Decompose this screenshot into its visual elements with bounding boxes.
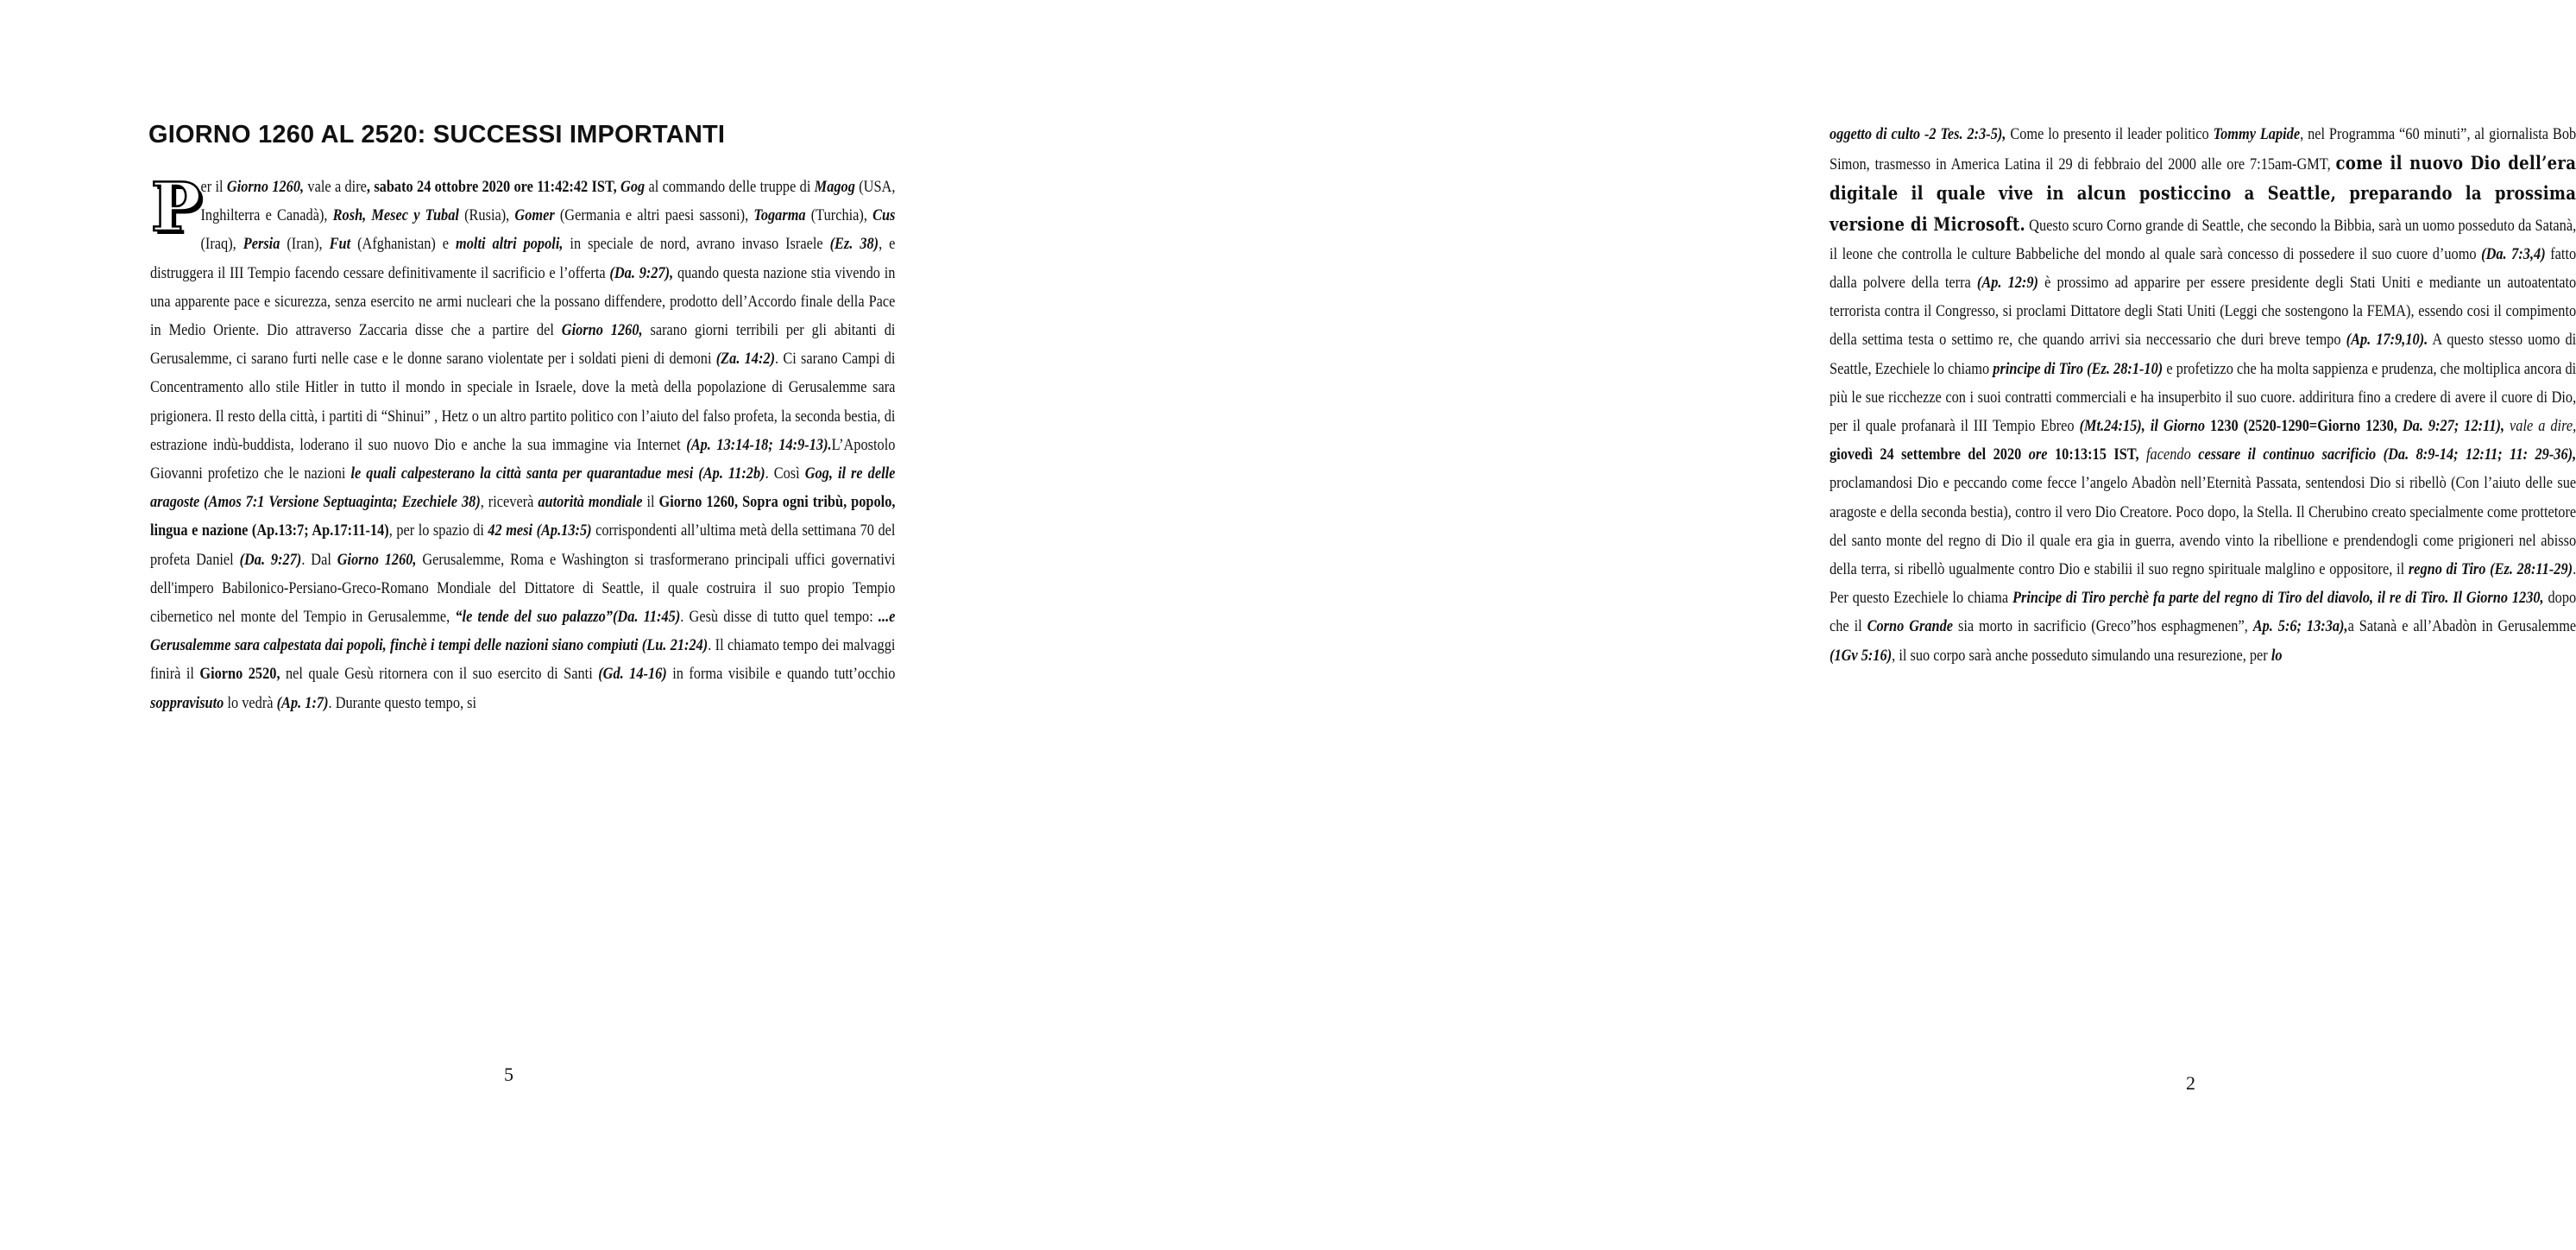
- drop-cap-letter: P: [150, 168, 202, 247]
- right-page-text-run: Questo scuro Corno grande di Seattle, che secondo la Bibbia, sarà un uomo posseduto da Satanà, il leone che controlla le culture Babbeliche del mondo al quale sarà concesso di possedere il suo cuore d’uomo: [1830, 216, 2576, 263]
- left-page-text-run: (Ap. 13:14-18; 14:9-13).: [686, 435, 832, 454]
- right-page-text-run: , nel Programma “60 minuti”, al giornalista Bob Simon, trasmesso in America Latina il 29 di febbraio del 2000 alle ore 7:15am-GMT,: [1830, 125, 2576, 174]
- left-page-text-run: “le tende del suo palazzo”(Da. 11:45): [455, 608, 681, 627]
- left-page-text-run: . Durante questo tempo, si: [328, 693, 477, 712]
- left-page-text-run: , e distruggera il III Tempio facendo cessare definitivamente il sacrificio e l’offerta: [150, 235, 896, 282]
- left-page-text-run: Gog: [620, 178, 646, 196]
- right-page-text-run: A questo stesso uomo di Seattle, Ezechiele lo chiamo: [1830, 331, 2576, 378]
- left-page-text-run: le quali calpesterano la città santa per quarantadue mesi (Ap. 11:2b): [350, 464, 765, 483]
- right-page-text-run: 1230 (2520-1290=Giorno 1230,: [2205, 417, 2403, 436]
- left-page-text-run: Giorno 1260,: [226, 178, 305, 196]
- right-page-text-run: principe di Tiro (Ez. 28:1-10): [1993, 359, 2163, 378]
- left-page-text-run: in forma visibile e quando tutt’occhio: [666, 665, 896, 684]
- right-page-text-run: (Ap. 12:9): [1976, 274, 2038, 293]
- left-page-text-run: quando questa nazione stia vivendo in una apparente pace e sicurezza, senza esercito ne armi nucleari che la possano diffendere, prodotto dell’Accordo finale della Pace in Medio Oriente. Dio attraverso Zaccaria disse che a partire del: [150, 263, 896, 340]
- right-page-text-run: regno di Tiro (Ez. 28:11-29): [2408, 560, 2573, 579]
- left-page-text-run: (USA, Inghilterra e Canadà),: [200, 178, 896, 225]
- left-page-text-run: . Così: [765, 464, 805, 483]
- right-page-text-run: proclamandosi Dio e peccando come fecce l’angelo Abadòn nell’Eternità Passata, sentendosi Dio si ribellò (Con l’aiuto delle sue aragoste e della seconda bestia), contro il vero Dio Creatore. Poco dopo, la Stella. Il Cherubino creato specialmente come prottetore del santo monte del regno di Dio il quale era gia in guerra, avendo vinto la ribellione e prendendogli come prigioneri nel abisso della terra, si ribellò ugualmente contro Dio e stabilii il suo regno spirituale malglino e oppositore, il: [1830, 474, 2576, 579]
- left-page-text-run: 42 mesi (Ap.13:5): [488, 521, 592, 540]
- right-page-text-run: facendo: [2146, 445, 2199, 464]
- right-page-text-run: vale a dire,: [2504, 417, 2576, 436]
- left-page-text-run: er il: [200, 178, 227, 196]
- left-page-text-run: (Da. 9:27): [239, 550, 302, 569]
- right-page-text-run: sia morto in sacrificio (Greco”hos esphagmenen”,: [1953, 617, 2253, 636]
- right-page-text-run: Da. 9:27; 12:11),: [2402, 417, 2505, 436]
- page-number-left: 5: [504, 1064, 513, 1085]
- left-page-text-run: Fut: [329, 235, 351, 254]
- left-page-text-run: ...e Gerusalemme sara calpestata dai popoli, finchè i tempi delle nazioni siano compiuti (Lu. 21:24): [150, 608, 896, 655]
- section-heading: GIORNO 1260 AL 2520: SUCCESSI IMPORTANTI: [148, 121, 726, 148]
- left-page-text-run: (Germania e altri paesi sassoni),: [554, 206, 754, 225]
- left-page-text-run: . Ci sarano Campi di Concentramento allo stile Hitler in tutto il mondo in speciale in Israele, dove la metà della popolazione di Gerusalemme sara prigionera. Il resto della città, i partiti di “Shinui” , Hetz o un altro partito politico con l’aiuto del falso profeta, la seconda bestia, di estrazione indù-buddista, loderano il suo nuovo Dio e anche la sua immagine via Internet: [150, 350, 896, 454]
- right-page-text-run: . Per questo Ezechiele lo chiama: [1830, 560, 2576, 608]
- left-page-text-run: . Il chiamato tempo dei malvaggi finirà il: [150, 636, 896, 684]
- left-page: [0, 0, 896, 1250]
- left-page-text-run: Magog: [814, 178, 855, 196]
- left-paragraph: [150, 168, 896, 712]
- left-page-text-run: in speciale de nord, avrano invaso Israele: [563, 235, 830, 254]
- right-page-text-run: come il nuovo Dio dell’era digitale il quale vive in alcun posticcino a Seattle, preparando la prossima versione di Microsoft.: [1830, 152, 2576, 235]
- right-page-text-run: (Da. 7:3,4): [2481, 244, 2546, 263]
- right-page-text-run: dopo che il: [1830, 589, 2576, 636]
- right-body-text: [1830, 120, 2576, 670]
- right-page-text-run: 10:13:15 IST,: [2047, 445, 2147, 464]
- left-page-text-run: Giorno 1260, Sopra ogni tribù, popolo, lingua e nazione (Ap.13:7; Ap.17:11-14): [150, 493, 896, 540]
- right-page-text-run: oggetto di culto -2 Tes. 2:3-5),: [1830, 125, 2006, 143]
- left-page-text-run: al commando delle truppe di: [645, 178, 815, 196]
- left-page-text-run: (Da. 9:27),: [609, 263, 674, 282]
- left-page-text-run: (Iran),: [280, 235, 330, 254]
- left-page-text-run: , per lo spazio di: [388, 521, 488, 540]
- left-page-text-run: . Gesù disse di tutto quel tempo:: [680, 608, 879, 627]
- right-page-text-run: a Satanà e all’Abadòn in Gerusalemme: [2347, 617, 2576, 636]
- right-page-text-run: giovedì 24 settembre del 2020: [1830, 445, 2029, 464]
- left-page-text-run: (Ez. 38): [829, 235, 879, 254]
- right-page-text-run: e profetizzo che ha molta sappienza e prudenza, che moltiplica ancora di più le sue ricchezze con i suoi contratti commerciali e ha insuperbito il suo cuore. addiritura fino a credere di avere il cuore di Dio, per il quale profanarà il III Tempio Ebreo: [1830, 359, 2576, 436]
- right-page-text-run: fatto dalla polvere della terra: [1830, 244, 2576, 293]
- left-page-text-run: Persia: [242, 235, 280, 254]
- left-page-text-run: autorità mondiale: [538, 493, 643, 512]
- right-page-text-run: Principe di Tiro perchè fa parte del regno di Tiro del diavolo, il re di Tiro. Il Giorno 1230,: [2012, 589, 2544, 608]
- left-page-text-run: corrispondenti all’ultima metà della settimana 70 del profeta Daniel: [150, 521, 896, 569]
- left-page-text-run: nel quale Gesù ritornera con il suo esercito di Santi: [280, 665, 599, 684]
- left-page-text-run: (Za. 14:2): [715, 350, 776, 369]
- left-page-text-run: vale a dire: [304, 178, 367, 196]
- right-page-text-run: è prossimo ad apparire per essere presidente degli Stati Uniti e mediante un autoatentato terrorista contra il Congresso, si proclami Dittatore degli Stati Uniti (Leggi che sostengono la FEMA), essendo cosi il compimento della settima testa o settimo re, che quando arrivi sia neccessario che duri breve tempo: [1830, 274, 2576, 350]
- left-page-text-run: (Rusia),: [458, 206, 515, 225]
- right-page-text-run: lo: [2271, 646, 2283, 665]
- left-page-text-run: Giorno 2520,: [199, 665, 280, 684]
- left-page-text-run: lo vedrà: [224, 693, 277, 712]
- right-page-text-run: (1Gv 5:16): [1830, 646, 1893, 665]
- right-page-text-run: , il suo corpo sarà anche posseduto simulando una resurezione, per: [1892, 646, 2271, 665]
- right-page: [884, 0, 2576, 1250]
- left-body-text: [150, 168, 896, 717]
- left-page-text-run: Gomer: [514, 206, 555, 225]
- right-paragraph: [1830, 125, 2576, 665]
- left-page-text-run: (Iraq),: [200, 235, 243, 254]
- right-page-text-run: (Ap. 17:9,10).: [2346, 331, 2428, 350]
- left-page-text-run: Rosh, Mesec y Tubal: [332, 206, 459, 225]
- left-page-text-run: Togarma: [753, 206, 806, 225]
- left-page-text-run: (Ap. 1:7): [276, 693, 329, 712]
- left-page-text-run: L’Apostolo Giovanni profetizo che le nazioni: [150, 435, 896, 483]
- right-page-text-run: Come lo presento il leader politico: [2006, 125, 2214, 143]
- right-page-text-run: Ap. 5:6; 13:3a),: [2252, 617, 2348, 636]
- left-page-text-run: Gog, il re delle aragoste (Amos 7:1 Versione Septuaginta; Ezechiele 38): [150, 464, 896, 512]
- left-page-text-run: Giorno 1260,: [337, 550, 417, 569]
- left-page-text-run: Cus: [872, 206, 896, 225]
- right-page-text-run: Tommy Lapide: [2213, 125, 2301, 143]
- left-page-text-run: sarano giorni terribili per gli abitanti di Gerusalemme, ci sarano furti nelle case e le donne sarano violentate per i soldati pieni di demoni: [150, 321, 896, 369]
- page-number-right: 2: [2186, 1072, 2195, 1094]
- left-page-text-run: Gerusalemme, Roma e Washington si trasformerano principali uffici governativi dell'impero Babilonico-Persiano-Greco-Romano Mondiale del Dittatore di Seattle, il quale costruira il suo propio Tempio cibernetico nel monte del Tempio in Gerusalemme,: [150, 550, 896, 627]
- left-page-text-run: (Turchia),: [805, 206, 873, 225]
- left-page-text-run: molti altri popoli,: [456, 235, 564, 254]
- right-page-text-run: (Mt.24:15), il Giorno: [2079, 417, 2206, 436]
- left-page-text-run: . Dal: [301, 550, 337, 569]
- left-page-text-run: soppravisuto: [150, 693, 224, 712]
- left-page-text-run: , riceverà: [480, 493, 539, 512]
- right-page-text-run: Corno Grande: [1867, 617, 1954, 636]
- left-page-text-run: il: [642, 493, 659, 512]
- right-page-text-run: cessare il continuo sacrificio (Da. 8:9-14; 12:11; 11: 29-36),: [2198, 445, 2576, 464]
- left-page-text-run: (Afghanistan) e: [350, 235, 457, 254]
- left-page-text-run: , sabato 24 ottobre 2020 ore 11:42:42 IST,: [366, 178, 617, 196]
- left-page-text-run: (Gd. 14-16): [598, 665, 667, 684]
- right-page-text-run: ore: [2028, 445, 2048, 464]
- left-page-text-run: Giorno 1260,: [561, 321, 643, 340]
